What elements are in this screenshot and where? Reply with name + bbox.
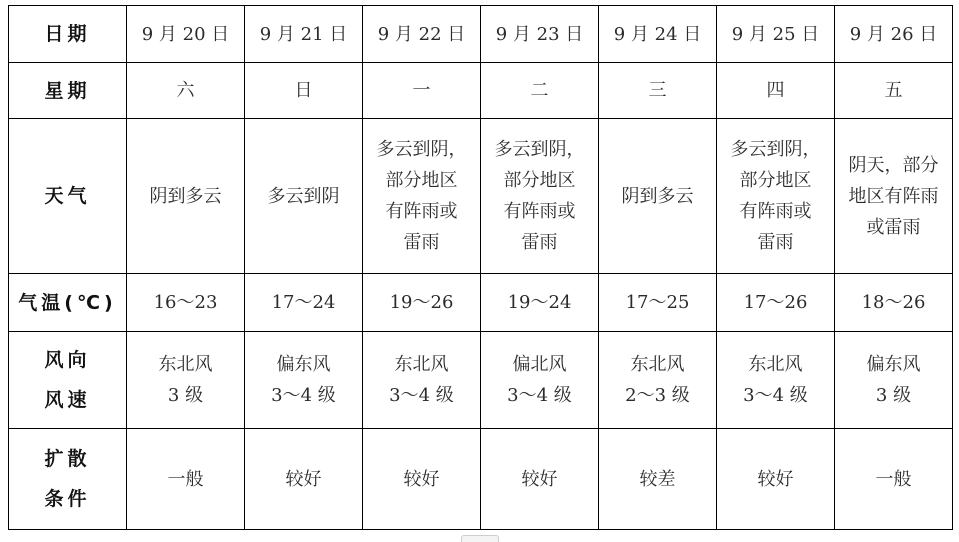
table-cell: 四 <box>717 63 835 119</box>
table-cell: 东北风 3～4 级 <box>363 332 481 429</box>
table-cell: 一般 <box>835 429 953 530</box>
row-weekday <box>9 63 953 119</box>
table-cell: 偏东风 3 级 <box>835 332 953 429</box>
table-cell: 二 <box>481 63 599 119</box>
table-cell: 偏东风 3～4 级 <box>245 332 363 429</box>
weather-forecast-table <box>8 5 953 530</box>
table-cell: 9 月 25 日 <box>717 6 835 63</box>
row-wind <box>9 332 953 429</box>
table-body <box>9 6 953 530</box>
row-date <box>9 6 953 63</box>
table-cell: 较差 <box>599 429 717 530</box>
row-header: 日期 <box>9 6 127 63</box>
table-cell: 9 月 23 日 <box>481 6 599 63</box>
table-cell: 较好 <box>363 429 481 530</box>
row-header: 天气 <box>9 119 127 274</box>
table-cell: 较好 <box>717 429 835 530</box>
table-cell: 19～24 <box>481 274 599 332</box>
row-weather <box>9 119 953 274</box>
table-cell: 多云到阴， 部分地区 有阵雨或 雷雨 <box>717 119 835 274</box>
table-cell: 16～23 <box>127 274 245 332</box>
table-cell: 9 月 22 日 <box>363 6 481 63</box>
table-cell: 东北风 3～4 级 <box>717 332 835 429</box>
table-cell: 19～26 <box>363 274 481 332</box>
row-diffusion <box>9 429 953 530</box>
table-cell: 东北风 3 级 <box>127 332 245 429</box>
table-cell: 较好 <box>481 429 599 530</box>
table-cell: 较好 <box>245 429 363 530</box>
table-cell: 多云到阴 <box>245 119 363 274</box>
table-cell: 东北风 2～3 级 <box>599 332 717 429</box>
table-cell: 9 月 26 日 <box>835 6 953 63</box>
table-cell: 五 <box>835 63 953 119</box>
row-header: 星期 <box>9 63 127 119</box>
table-cell: 阴天，部分 地区有阵雨 或雷雨 <box>835 119 953 274</box>
table-cell: 阴到多云 <box>127 119 245 274</box>
table-cell: 一 <box>363 63 481 119</box>
table-cell: 9 月 21 日 <box>245 6 363 63</box>
row-header: 风向 风速 <box>9 332 127 429</box>
row-header: 气温(℃) <box>9 274 127 332</box>
table-cell: 多云到阴， 部分地区 有阵雨或 雷雨 <box>363 119 481 274</box>
table-cell: 一般 <box>127 429 245 530</box>
table-cell: 三 <box>599 63 717 119</box>
table-cell: 偏北风 3～4 级 <box>481 332 599 429</box>
table-cell: 18～26 <box>835 274 953 332</box>
table-cell: 日 <box>245 63 363 119</box>
table-cell: 多云到阴， 部分地区 有阵雨或 雷雨 <box>481 119 599 274</box>
table-cell: 六 <box>127 63 245 119</box>
table-cell: 阴到多云 <box>599 119 717 274</box>
row-header: 扩散 条件 <box>9 429 127 530</box>
table-cell: 17～24 <box>245 274 363 332</box>
table-cell: 9 月 20 日 <box>127 6 245 63</box>
table-cell: 17～25 <box>599 274 717 332</box>
table-cell: 9 月 24 日 <box>599 6 717 63</box>
row-temperature <box>9 274 953 332</box>
table-cell: 17～26 <box>717 274 835 332</box>
